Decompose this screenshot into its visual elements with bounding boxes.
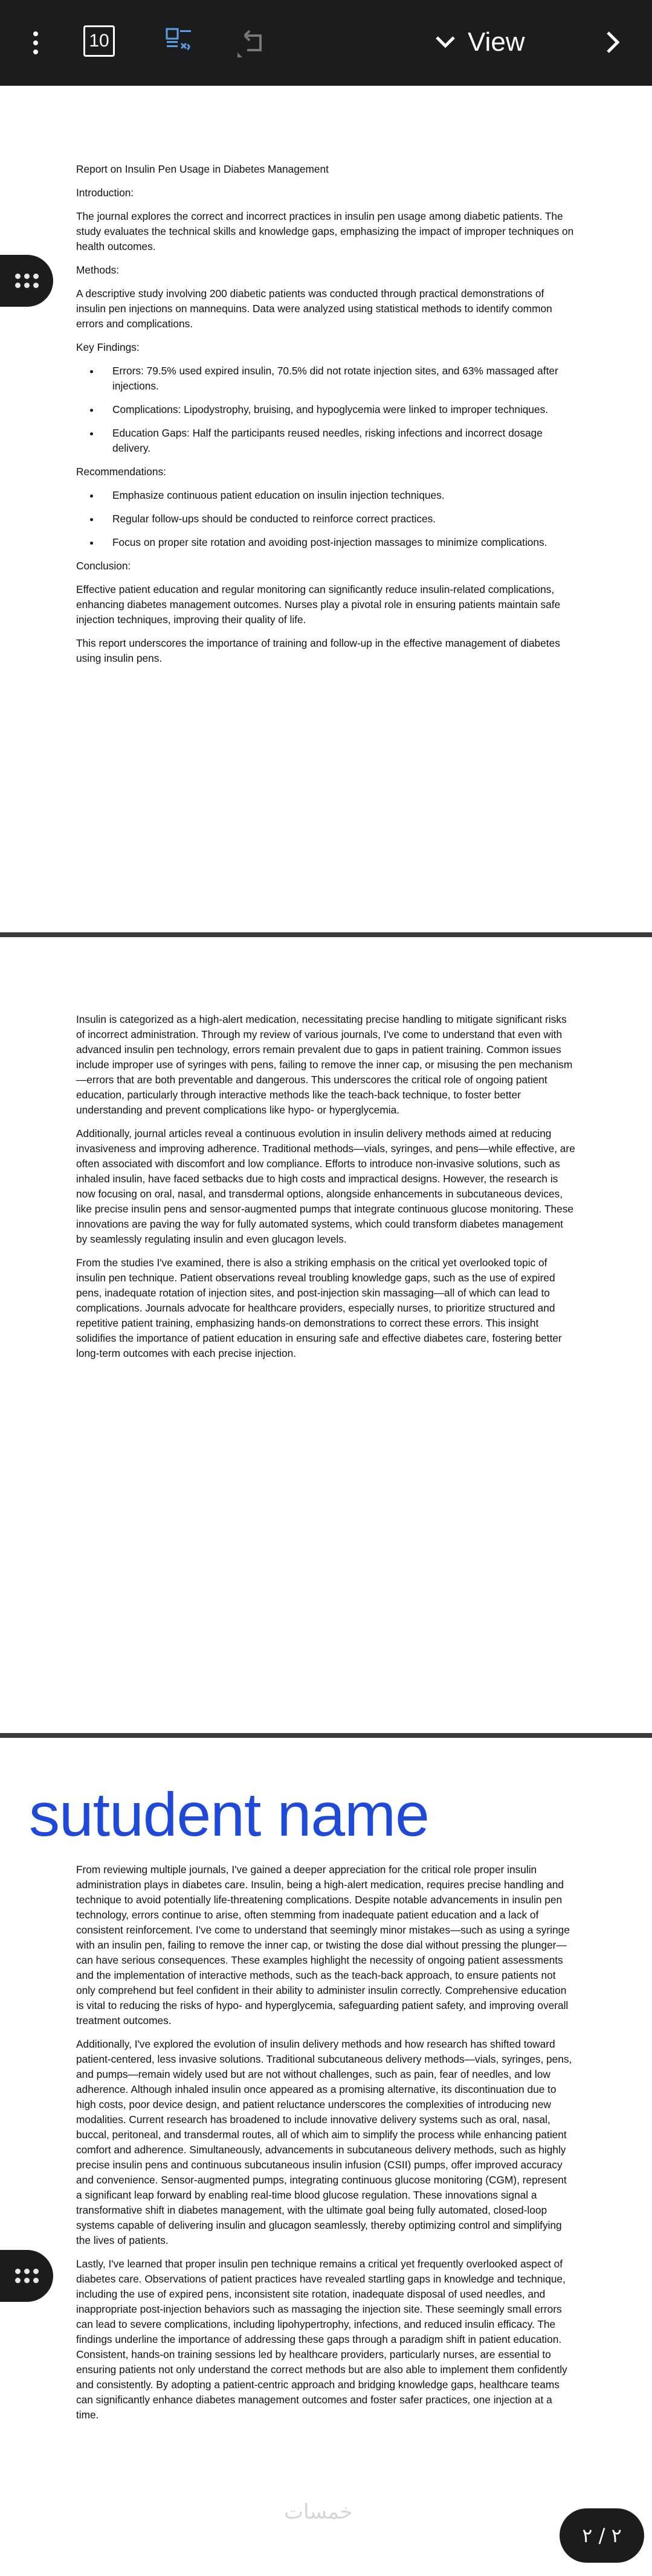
page-number-icon[interactable]: 10 (83, 25, 115, 57)
chevron-right-icon[interactable] (598, 24, 628, 60)
paragraph: Insulin is categorized as a high-alert medication, necessitating precise handling to mitigate significant risks of incorrect administration. Through my review of various journals, I've come to understand that even with advanced insulin pen technology, errors remain prevalent due to gaps in patient training. Common issues include improper use of syringes with pens, failing to remove the inner cap, or misusing the pen mechanism—errors that are both preventable and dangerous. This underscores the critical role of ongoing patient education, particularly through interactive methods like the teach-back technique, to foster better understanding and prevent complications like hypo- or hyperglycemia. (76, 1013, 573, 1116)
list-item: • Complications: Lipodystrophy, bruising, and hypoglycemia were linked to improper techniques. (100, 402, 575, 417)
view-label: View (468, 27, 525, 57)
methods-text: A descriptive study involving 200 diabetic patients was conducted through practical demonstrations of insulin pen injections on mannequins. Data were analyzed using statistical methods to identify common errors and complications. (76, 287, 552, 330)
page-divider (0, 932, 652, 937)
top-toolbar (0, 0, 652, 86)
findings-list (76, 364, 575, 456)
paragraph: Additionally, journal articles reveal a continuous evolution in insulin delivery methods aimed at reducing invasiveness and improving adherence. Traditional methods—vials, syringes, and pens—while effective, are often associated with discomfort and low compliance. Efforts to introduce non-invasive solutions, such as inhaled insulin, have faced setbacks due to high costs and impractical designs. However, the research is now focusing on oral, nasal, and transdermal options, alongside enhancements in subcutaneous devices, like precise insulin pens and sensor-augmented pumps that integrate continuous glucose monitoring. These innovations are paving the way for fully automated systems, which could transform diabetes management by seamlessly regulating insulin and even glucagon levels. (76, 1127, 575, 1245)
intro-heading: Introduction: (76, 187, 134, 199)
findings-heading: Key Findings: (76, 341, 140, 353)
list-item: • Regular follow-ups should be conducted to reinforce correct practices. (100, 511, 575, 527)
undo-icon[interactable] (234, 24, 271, 60)
chevron-down-icon (435, 36, 456, 49)
recommendations-list (76, 488, 575, 550)
view-menu-button[interactable] (435, 24, 525, 60)
methods-heading: Methods: (76, 264, 120, 276)
page-divider (0, 1733, 652, 1738)
intro-text: The journal explores the correct and incorrect practices in insulin pen usage among diabetic patients. The study evaluates the technical skills and knowledge gaps, emphasizing the impact of improper techniques on health outcomes. (76, 210, 574, 252)
conclusion-text: Effective patient education and regular monitoring can significantly reduce insulin-related complications, enhancing diabetes management outcomes. Nurses play a pivotal role in ensuring patients maintain safe injection techniques, improving their quality of life. (76, 583, 561, 626)
conclusion-heading: Conclusion: (76, 560, 131, 572)
list-item: • Focus on proper site rotation and avoiding post-injection massages to minimize complications. (100, 535, 575, 550)
page-1-content (76, 162, 575, 674)
closing-text: This report underscores the importance of training and follow-up in the effective management of diabetes using insulin pens. (76, 637, 560, 664)
paragraph: From reviewing multiple journals, I've gained a deeper appreciation for the critical role proper insulin administration plays in diabetes care. Insulin, being a high-alert medication, requires precise handling and technique to avoid potentially life-threatening complications. Despite notable advancements in insulin pen technology, errors continue to arise, often stemming from inadequate patient education and a lack of consistent reinforcement. I've come to understand that seemingly minor mistakes—such as using a syringe with an insulin pen, failing to remove the inner cap, or twisting the dose dial without pressing the plunger—can have serious consequences. These examples highlight the necessity of ongoing patient assessments and the implementation of interactive methods, such as the teach-back approach, to ensure patients not only comprehend but feel confident in their ability to administer insulin correctly. Comprehensive education is vital to reducing the risks of hypo- and hyperglycemia, safeguarding patient safety, and improving overall treatment outcomes. (76, 1863, 570, 2027)
report-title: Report on Insulin Pen Usage in Diabetes Management (76, 163, 329, 175)
paragraph: From the studies I've examined, there is also a striking emphasis on the critical yet overlooked topic of insulin pen technique. Patient observations reveal troubling knowledge gaps, such as the use of expired pens, inadequate rotation of injection sites, and post-injection skin massaging—all of which can lead to complications. Journals advocate for healthcare providers, especially nurses, to prioritize structured and repetitive patient training, emphasizing hands-on demonstrations to correct these errors. This insight solidifies the importance of patient education in ensuring safe and effective diabetes care, fostering better long-term outcomes with each precise injection. (76, 1257, 562, 1359)
page-3-content (76, 1862, 575, 2431)
list-item: • Emphasize continuous patient education on insulin injection techniques. (100, 488, 575, 503)
recommendations-heading: Recommendations: (76, 466, 166, 478)
list-item: • Education Gaps: Half the participants reused needles, risking infections and incorrect dosage delivery. (100, 426, 575, 456)
page-2-content (76, 1012, 575, 1370)
paragraph: Lastly, I've learned that proper insulin pen technique remains a critical yet frequently overlooked aspect of diabetes care. Observations of patient practices have revealed startling gaps in knowledge and technique, including the use of expired pens, inconsistent site rotation, inadequate disposal of used needles, and inappropriate post-injection behaviors such as massaging the injection site. These seemingly small errors can lead to severe complications, including lipohypertrophy, infections, and reduced insulin efficacy. The findings underline the importance of addressing these gaps through a paradigm shift in patient education. Consistent, hands-on training sessions led by healthcare providers, particularly nurses, are essential to ensuring patients not only understand the correct methods but are also able to implement them confidently and consistently. By adopting a patient-centric approach and bridging knowledge gaps, healthcare teams can significantly enhance diabetes management outcomes and foster safer practices, one injection at a time. (76, 2258, 567, 2421)
more-vert-icon[interactable] (21, 28, 51, 58)
paragraph: Additionally, I've explored the evolution of insulin delivery methods and how research has shifted toward patient-centered, less invasive solutions. Traditional subcutaneous delivery methods—vials, syringes, pens, and pumps—remain widely used but are not without challenges, such as pain, fear of needles, and low adherence. Although inhaled insulin once appeared as a promising alternative, its discontinuation due to high costs, poor device design, and patient reluctance underscores the complexities of introducing new modalities. Current research has broadened to include innovative delivery systems such as oral, nasal, buccal, peritoneal, and transdermal routes, all of which aim to simplify the process while enhancing patient comfort and adherence. Simultaneously, advancements in subcutaneous delivery methods, such as highly precise insulin pens and continuous subcutaneous insulin infusion (CSII) pumps, offer improved accuracy and convenience. Sensor-augmented pumps, integrating continuous glucose monitoring (CGM), represent a significant leap forward by enabling real-time blood glucose regulation. These innovations signal a transformative shift in diabetes management, with the ultimate goal being fully automated, closed-loop systems capable of delivering insulin and glucagon seamlessly, thereby optimizing control and simplifying the lives of patients. (76, 2038, 572, 2246)
handwritten-student-name: sutudent name (29, 1780, 429, 1849)
watermark: خمسات (284, 2500, 353, 2524)
list-item: • Errors: 79.5% used expired insulin, 70.5% did not rotate injection sites, and 63% massaged after injections. (100, 364, 575, 394)
page-indicator[interactable]: ٢ / ٢ (560, 2508, 644, 2563)
apps-grid-icon[interactable] (0, 2250, 53, 2302)
outline-icon[interactable] (162, 24, 196, 58)
apps-grid-icon[interactable] (0, 255, 53, 307)
